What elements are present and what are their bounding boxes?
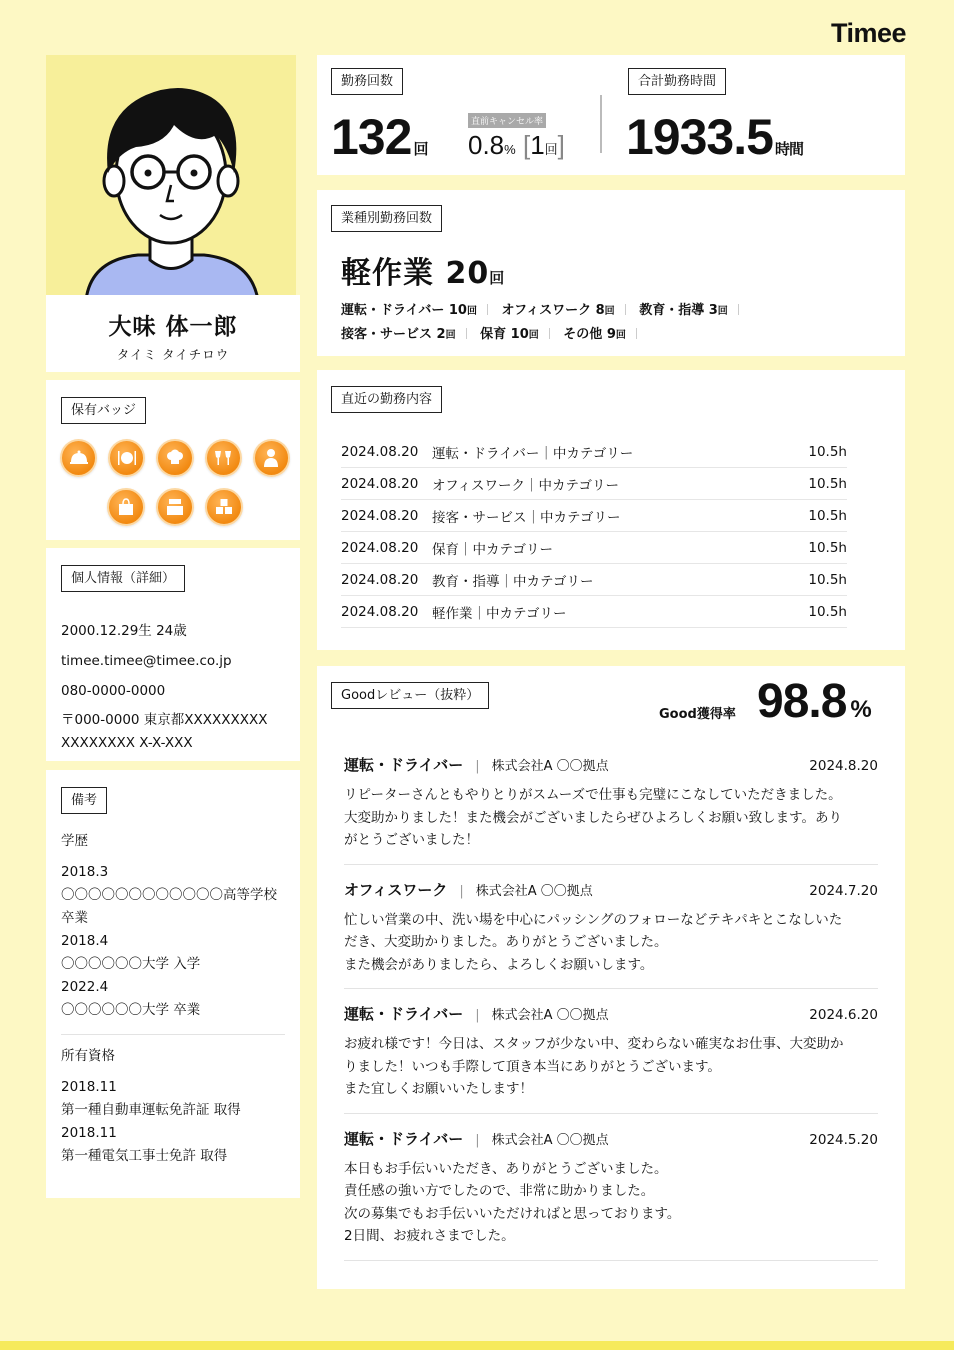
qualification-line: 第一種電気工事士免許 取得 [61,1148,228,1164]
phone: 080-0000-0000 [61,683,166,699]
review-job: オフィスワーク [344,880,448,899]
badges-title: 保有バッジ [61,397,146,424]
shopping-bag-icon [107,488,145,526]
chef-hat-icon [156,439,193,477]
profile-kana: タイミ タイチロウ [116,347,230,362]
review-date: 2024.7.20 [809,882,878,899]
review-body: お疲れ様です！今日は、スタッフが少ない中、変わらない確実なお仕事、大変助か りました！いつも手際して頂き本当にありがとうございます。 また宜しくお願いいたします！ [344,1036,844,1097]
reviews-card [317,666,905,1289]
cash-register-icon [156,488,194,526]
industry-main: 軽作業 20回 [341,256,506,291]
review-body: リピーターさんともやりとりがスムーズで仕事も完璧にこなしていただきました。 大変助かりました！また機会がございましたらぜひよろしくお願い致します。あり がとうございました！ [344,787,843,848]
education-line: 2022.4 [61,979,109,995]
waiter-icon [253,439,290,477]
qualification-line: 第一種自動車運転免許証 取得 [61,1102,241,1118]
notes-card [46,770,300,1198]
industry-item: 教育・指導 3回 [639,299,739,323]
education-line: 〇〇〇〇〇〇大学 入学 [61,956,201,972]
industry-title: 業種別勤務回数 [331,205,442,232]
table-row: 2024.08.20 教育・指導｜中カテゴリー 10.5h [341,564,847,596]
reviews-title: Goodレビュー（抜粋） [331,682,489,709]
review-date: 2024.6.20 [809,1007,878,1023]
badges-card [46,380,300,540]
cancel-rate-value: 0.8 [468,130,505,160]
table-row: 2024.08.20 オフィスワーク｜中カテゴリー 10.5h [341,468,847,500]
review-company: 株式会社A 〇〇拠点 [491,759,609,774]
review-company: 株式会社A 〇〇拠点 [491,1132,609,1148]
profile-name-card [46,295,300,372]
recent-work-card [317,370,905,650]
toast-glasses-icon [205,439,242,477]
review-job: 運転・ドライバー [344,756,464,774]
review-item: オフィスワーク | 株式会社A 〇〇拠点 2024.7.20 忙しい営業の中、洗い場を中心にパッシングのフォローなどテキパキとこなしいた だき、大変助かりました。ありがとうございました。 また機会がありましたら、よろしくお願いします。 [344,879,878,990]
review-date: 2024.5.20 [809,1131,878,1148]
address-line1: 〒000-0000 東京都XXXXXXXXX [61,712,268,728]
total-hours-label: 合計勤務時間 [628,68,726,95]
qualification-line: 2018.11 [61,1125,117,1141]
industry-card [317,190,905,356]
qualification-line: 2018.11 [61,1079,117,1095]
person-illustration [46,55,296,295]
education-line: 2018.3 [61,864,109,880]
industry-item: オフィスワーク 8回 [502,299,626,323]
qualifications-title: 所有資格 [61,1048,115,1064]
timee-logo: Timee [830,18,906,48]
badge-grid [60,439,290,537]
table-row: 2024.08.20 保育｜中カテゴリー 10.5h [341,532,847,564]
review-job: 運転・ドライバー [344,1005,464,1023]
work-count: 132 回 [331,109,428,165]
work-count-label: 勤務回数 [331,68,403,95]
review-company: 株式会社A 〇〇拠点 [491,1008,609,1023]
education-line: 2018.4 [61,933,109,949]
industry-item: 保育 10回 [480,323,550,347]
good-rate: 98.8 % [757,675,871,728]
avatar [46,55,296,295]
cancel-label: 直前キャンセル率 [468,113,546,128]
cancel-count: 1 [530,130,545,160]
recent-title: 直近の勤務内容 [331,386,442,413]
education-line: 〇〇〇〇〇〇〇〇〇〇〇〇高等学校 [61,887,277,903]
review-company: 株式会社A 〇〇拠点 [475,883,593,899]
education-title: 学歴 [61,833,88,849]
review-body: 本日もお手伝いいただき、ありがとうございました。 責任感の強い方でしたので、非常に助かりました。 次の募集でもお手伝いいただければと思っております。 2日間、お疲れさまでした。 [344,1160,681,1244]
email: timee.timee@timee.co.jp [61,653,232,669]
warehouse-boxes-icon [205,488,243,526]
stats-divider [600,95,602,153]
total-hours: 1933.5 時間 [626,109,803,165]
personal-info-card [46,548,300,761]
table-row: 2024.08.20 運転・ドライバー｜中カテゴリー 10.5h [341,436,847,468]
cancel-rate: 直前キャンセル率 0.8% [1回] [468,109,565,161]
table-row: 2024.08.20 接客・サービス｜中カテゴリー 10.5h [341,500,847,532]
good-rate-label: Good獲得率 [659,707,736,722]
review-body: 忙しい営業の中、洗い場を中心にパッシングのフォローなどテキパキとこなしいた だき、大変助かりました。ありがとうございました。 また機会がありましたら、よろしくお願いします。 [344,911,843,973]
review-job: 運転・ドライバー [344,1129,464,1148]
review-item: 運転・ドライバー | 株式会社A 〇〇拠点 2024.8.20 リピーターさんともやりとりがスムーズで仕事も完璧にこなしていただきました。 大変助かりました！また機会がございましたらぜひよろしくお願い致します。あり がとうございました！ [344,754,878,865]
profile-name: 大味 体一郎 [108,314,238,340]
industry-item: 運転・ドライバー 10回 [341,299,488,323]
notes-title: 備考 [61,787,107,814]
address-line2: XXXXXXXX X-X-XXX [61,735,193,751]
education-line: 〇〇〇〇〇〇大学 卒業 [61,1002,201,1018]
dish-cloche-icon [60,439,97,477]
education-line: 卒業 [61,910,88,926]
review-item: 運転・ドライバー | 株式会社A 〇〇拠点 2024.6.20 お疲れ様です！今日は、スタッフが少ない中、変わらない確実なお仕事、大変助か りました！いつも手際して頂き本当にありがとうございます。 また宜しくお願いいたします！ [344,1003,878,1114]
review-date: 2024.8.20 [809,758,878,774]
industry-item: その他 9回 [563,323,637,347]
stats-card [317,55,905,175]
plate-cutlery-icon [108,439,145,477]
review-item: 運転・ドライバー | 株式会社A 〇〇拠点 2024.5.20 本日もお手伝いいただき、ありがとうございました。 責任感の強い方でしたので、非常に助かりました。 次の募集でもお手伝いいただければと思っております。 2日間、お疲れさまでした。 [344,1128,878,1261]
divider [61,1034,285,1035]
bottom-stripe [0,1341,954,1350]
industry-list [341,299,811,347]
table-row: 2024.08.20 軽作業｜中カテゴリー 10.5h [341,596,847,628]
birth-date: 2000.12.29生 24歳 [61,623,187,639]
industry-item: 接客・サービス 2回 [341,323,467,347]
personal-title: 個人情報（詳細） [61,565,185,592]
